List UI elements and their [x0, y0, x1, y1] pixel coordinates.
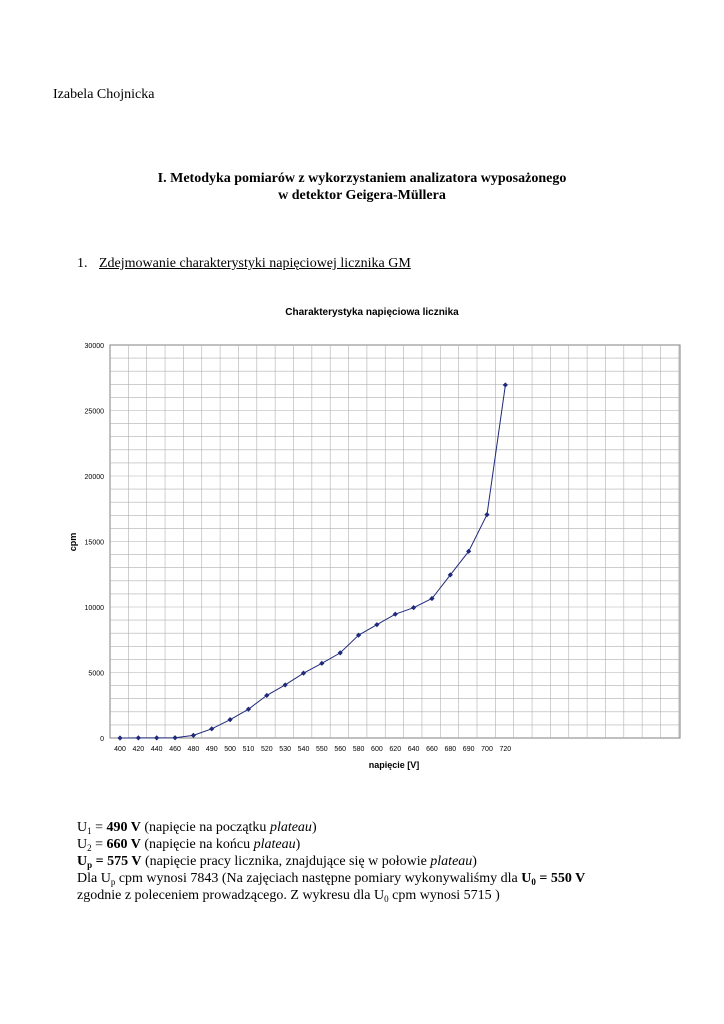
u0-symbol: U: [521, 871, 532, 886]
x-tick-label: 680: [444, 746, 457, 753]
y-axis-label: cpm: [68, 532, 78, 552]
u1-value: 490 V: [106, 820, 141, 835]
x-tick-label: 490: [205, 746, 218, 753]
u2-value: 660 V: [106, 837, 141, 852]
x-tick-label: 540: [297, 746, 310, 753]
line5-text-a: zgodnie z poleceniem prowadzącego. Z wykresu dla U: [77, 888, 385, 903]
section-number: 1.: [77, 256, 88, 271]
x-tick-label: 600: [371, 746, 383, 753]
heading-line-2: w detektor Geigera-Müllera: [278, 188, 446, 203]
u2-symbol: U: [77, 837, 88, 852]
u2-desc-end: ): [295, 837, 301, 852]
note-u0-cpm: [77, 887, 717, 904]
x-tick-label: 420: [132, 746, 145, 753]
up-subscript: p: [87, 860, 93, 870]
u2-desc: (napięcie na końcu: [140, 837, 254, 852]
x-tick-label: 690: [462, 746, 475, 753]
up-equals: =: [92, 854, 108, 869]
u1-subscript: 1: [87, 826, 92, 836]
x-tick-label: 580: [352, 746, 365, 753]
note-up-cpm: [77, 870, 717, 887]
line4-text-b: cpm wynosi 7843 (Na zajęciach następne pomiary wykonywaliśmy dla: [115, 871, 522, 886]
y-tick-label: 25000: [84, 408, 104, 416]
x-tick-label: 480: [187, 746, 200, 753]
u0-subscript: 0: [531, 877, 536, 887]
x-tick-label: 520: [260, 746, 273, 753]
up-value: 575 V: [107, 854, 142, 869]
y-tick-label: 15000: [84, 539, 104, 547]
u1-symbol: U: [77, 820, 88, 835]
x-tick-label: 720: [499, 746, 512, 753]
heading-line-1: I. Metodyka pomiarów z wykorzystaniem analizatora wyposażonego: [157, 171, 567, 186]
author-name: Izabela Chojnicka: [53, 87, 155, 102]
up-desc-italic: plateau: [430, 854, 473, 869]
line5-text-b: cpm wynosi 5715 ): [388, 888, 500, 903]
up-symbol: U: [77, 854, 88, 869]
x-axis-label: napięcie [V]: [368, 760, 420, 770]
x-tick-label: 400: [114, 746, 126, 753]
y-axis-ticks: [85, 343, 105, 743]
up-desc-end: ): [472, 854, 477, 869]
u0-value: = 550 V: [535, 871, 586, 886]
x-tick-label: 640: [407, 746, 420, 753]
line4-text-a: Dla U: [77, 871, 111, 886]
y-tick-label: 30000: [84, 343, 104, 350]
results-notes: [77, 819, 717, 904]
u2-equals: =: [91, 837, 107, 852]
x-tick-label: 440: [150, 746, 163, 753]
y-tick-label: 0: [100, 736, 104, 743]
x-tick-label: 530: [279, 746, 291, 753]
line5-subscript: 0: [384, 894, 389, 904]
note-u2: [77, 836, 717, 853]
note-u1: [77, 819, 717, 836]
u2-desc-italic: plateau: [253, 837, 296, 852]
x-tick-label: 620: [389, 746, 402, 753]
u1-desc: (napięcie na początku: [140, 820, 270, 835]
x-tick-label: 460: [169, 746, 181, 753]
section-title: Zdejmowanie charakterystyki napięciowej licznika GM: [99, 256, 411, 271]
x-tick-label: 660: [426, 746, 438, 753]
u2-subscript: 2: [87, 843, 92, 853]
x-tick-label: 500: [224, 746, 236, 753]
x-tick-label: 700: [481, 746, 493, 753]
x-axis-ticks: [114, 746, 511, 753]
u1-desc-italic: plateau: [269, 820, 312, 835]
y-tick-label: 20000: [84, 474, 104, 481]
line4-subscript: p: [110, 877, 116, 887]
u1-equals: =: [91, 820, 107, 835]
u1-desc-end: ): [311, 820, 317, 835]
note-up: [77, 853, 717, 870]
x-tick-label: 560: [334, 746, 347, 753]
x-tick-label: 550: [316, 746, 328, 753]
chart-title: Charakterystyka napięciowa licznika: [285, 307, 459, 318]
y-tick-label: 10000: [84, 605, 104, 612]
up-desc: (napięcie pracy licznika, znajdujące się w połowie: [141, 854, 431, 869]
x-tick-label: 510: [242, 746, 255, 753]
y-tick-label: 5000: [88, 670, 104, 678]
